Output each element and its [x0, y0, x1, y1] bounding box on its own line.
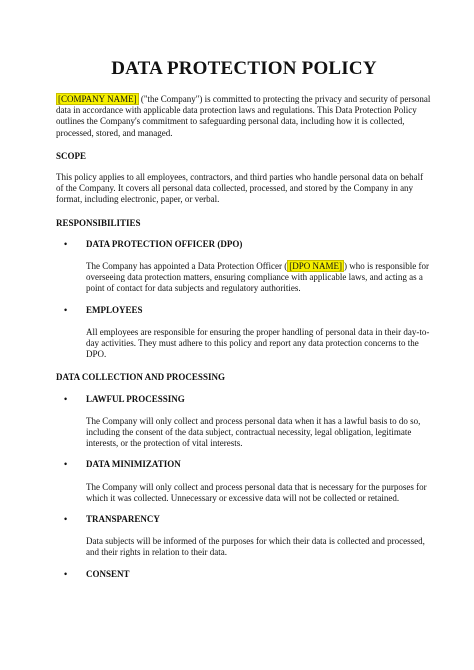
collection-heading: DATA COLLECTION AND PROCESSING: [56, 372, 225, 383]
document-title: DATA PROTECTION POLICY: [111, 58, 377, 79]
transparency-heading: TRANSPARENCY: [86, 514, 160, 525]
list-item-dpo: [56, 239, 432, 295]
consent-heading: CONSENT: [86, 568, 130, 579]
bullet-icon: •: [64, 238, 68, 249]
bullet-icon: •: [64, 393, 68, 404]
intro-text: ("the Company") is committed to protecting the privacy and security of personal data in accordance with applicable data protection laws and regulations. This Data Protection Policy outlines the Company's commitment to safeguarding personal data, including how it is collected, processed, stored, and managed.: [56, 94, 431, 138]
minimization-heading: DATA MINIMIZATION: [86, 459, 181, 470]
collection-section: [56, 372, 432, 579]
collection-list: [56, 394, 432, 580]
responsibilities-list: [56, 239, 432, 361]
bullet-icon: •: [64, 459, 68, 470]
list-item-consent: [56, 569, 432, 580]
transparency-text: Data subjects will be informed of the purposes for which their data is collected and processed, and their rights in relation to their data.: [86, 536, 425, 558]
list-item-minimization: [56, 459, 432, 504]
bullet-icon: •: [64, 304, 68, 315]
lawful-text: The Company will only collect and process personal data when it has a lawful basis to do so, including the consent of the data subject, contractual necessity, legal obligation, legitimate interests, or the protection of vital interests.: [86, 415, 421, 449]
responsibilities-section: [56, 218, 432, 361]
minimization-text: The Company will only collect and process personal data that is necessary for the purposes for which it was collected. Unnecessary or excessive data will not be collected or retained.: [86, 481, 427, 503]
dpo-heading: DATA PROTECTION OFFICER (DPO): [86, 238, 243, 249]
scope-heading: SCOPE: [56, 150, 87, 161]
scope-section: [56, 151, 432, 206]
consent-heading-row: [56, 569, 432, 580]
dpo-text-after: ) who is responsible for overseeing data protection matters, ensuring compliance with applicable laws, and acting as a point of contact for data subjects and regulatory authorities.: [86, 261, 430, 294]
list-item-lawful: [56, 394, 432, 450]
transparency-heading-row: [56, 514, 432, 525]
employees-text: All employees are responsible for ensuring the proper handling of personal data in their day-to-day activities. They must adhere to this policy and report any data protection concerns to the DPO.: [86, 326, 430, 360]
dpo-text-before: The Company has appointed a Data Protection Officer (: [86, 261, 288, 272]
bullet-icon: •: [64, 514, 68, 525]
intro-paragraph: [56, 94, 432, 139]
lawful-heading: LAWFUL PROCESSING: [86, 393, 185, 404]
employees-heading: EMPLOYEES: [86, 304, 143, 315]
scope-text: This policy applies to all employees, contractors, and third parties who handle personal data on behalf of the Company. It covers all personal data collected, processed, and stored by the Company in any format, including electronic, paper, or verbal.: [56, 172, 424, 205]
company-name-placeholder: [COMPANY NAME]: [58, 94, 137, 104]
dpo-text: [56, 261, 432, 295]
list-item-employees: [56, 305, 432, 361]
list-item-transparency: [56, 514, 432, 559]
dpo-name-placeholder: [DPO NAME]: [289, 261, 343, 272]
dpo-heading-row: [56, 239, 432, 250]
bullet-icon: •: [64, 568, 68, 579]
employees-heading-row: [56, 305, 432, 316]
lawful-heading-row: [56, 394, 432, 405]
minimization-heading-row: [56, 459, 432, 470]
responsibilities-heading: RESPONSIBILITIES: [56, 217, 141, 228]
